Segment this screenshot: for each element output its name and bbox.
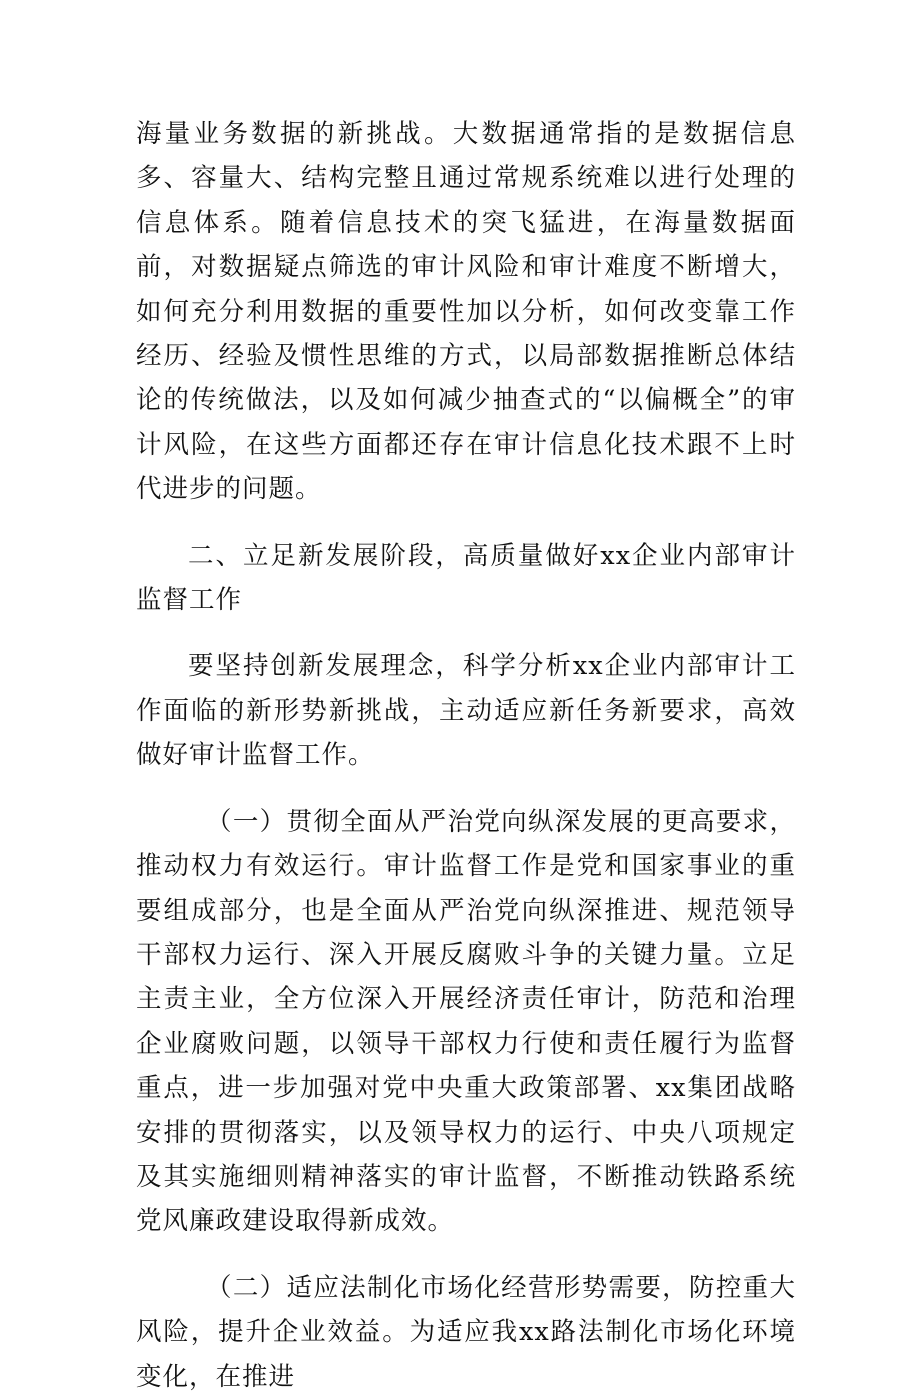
paragraph-item-one: （一）贯彻全面从严治党向纵深发展的更高要求，推动权力有效运行。审计监督工作是党和国家事业的重要组成部分，也是全面从严治党向纵深推进、规范领导干部权力运行、深入开展反腐败斗争的关键力量。立足主责主业，全方位深入开展经济责任审计，防范和治理企业腐败问题，以领导干部权力行使和责任履行为监督重点，进一步加强对党中央重大政策部署、xx集团战略安排的贯彻落实，以及领导权力的运行、中央八项规定及其实施细则精神落实的审计监督，不断推动铁路系统党风廉政建设取得新成效。 (136, 806, 796, 1237)
paragraph-item-two: （二）适应法制化市场化经营形势需要，防控重大风险，提升企业效益。为适应我xx路法制化市场化环境变化，在推进 (136, 1272, 796, 1392)
document-body (136, 112, 796, 1399)
paragraph-big-data-challenge: 海量业务数据的新挑战。大数据通常指的是数据信息多、容量大、结构完整且通过常规系统难以进行处理的信息体系。随着信息技术的突飞猛进，在海量数据面前，对数据疑点筛选的审计风险和审计难度不断增大，如何充分利用数据的重要性加以分析，如何改变靠工作经历、经验及惯性思维的方式，以局部数据推断总体结论的传统做法，以及如何减少抽查式的“以偏概全”的审计风险，在这些方面都还存在审计信息化技术跟不上时代进步的问题。 (136, 119, 796, 505)
paragraph-innovation-intro: 要坚持创新发展理念，科学分析xx企业内部审计工作面临的新形势新挑战，主动适应新任务新要求，高效做好审计监督工作。 (136, 651, 796, 771)
section-heading-two: 二、立足新发展阶段，高质量做好xx企业内部审计监督工作 (136, 540, 796, 616)
